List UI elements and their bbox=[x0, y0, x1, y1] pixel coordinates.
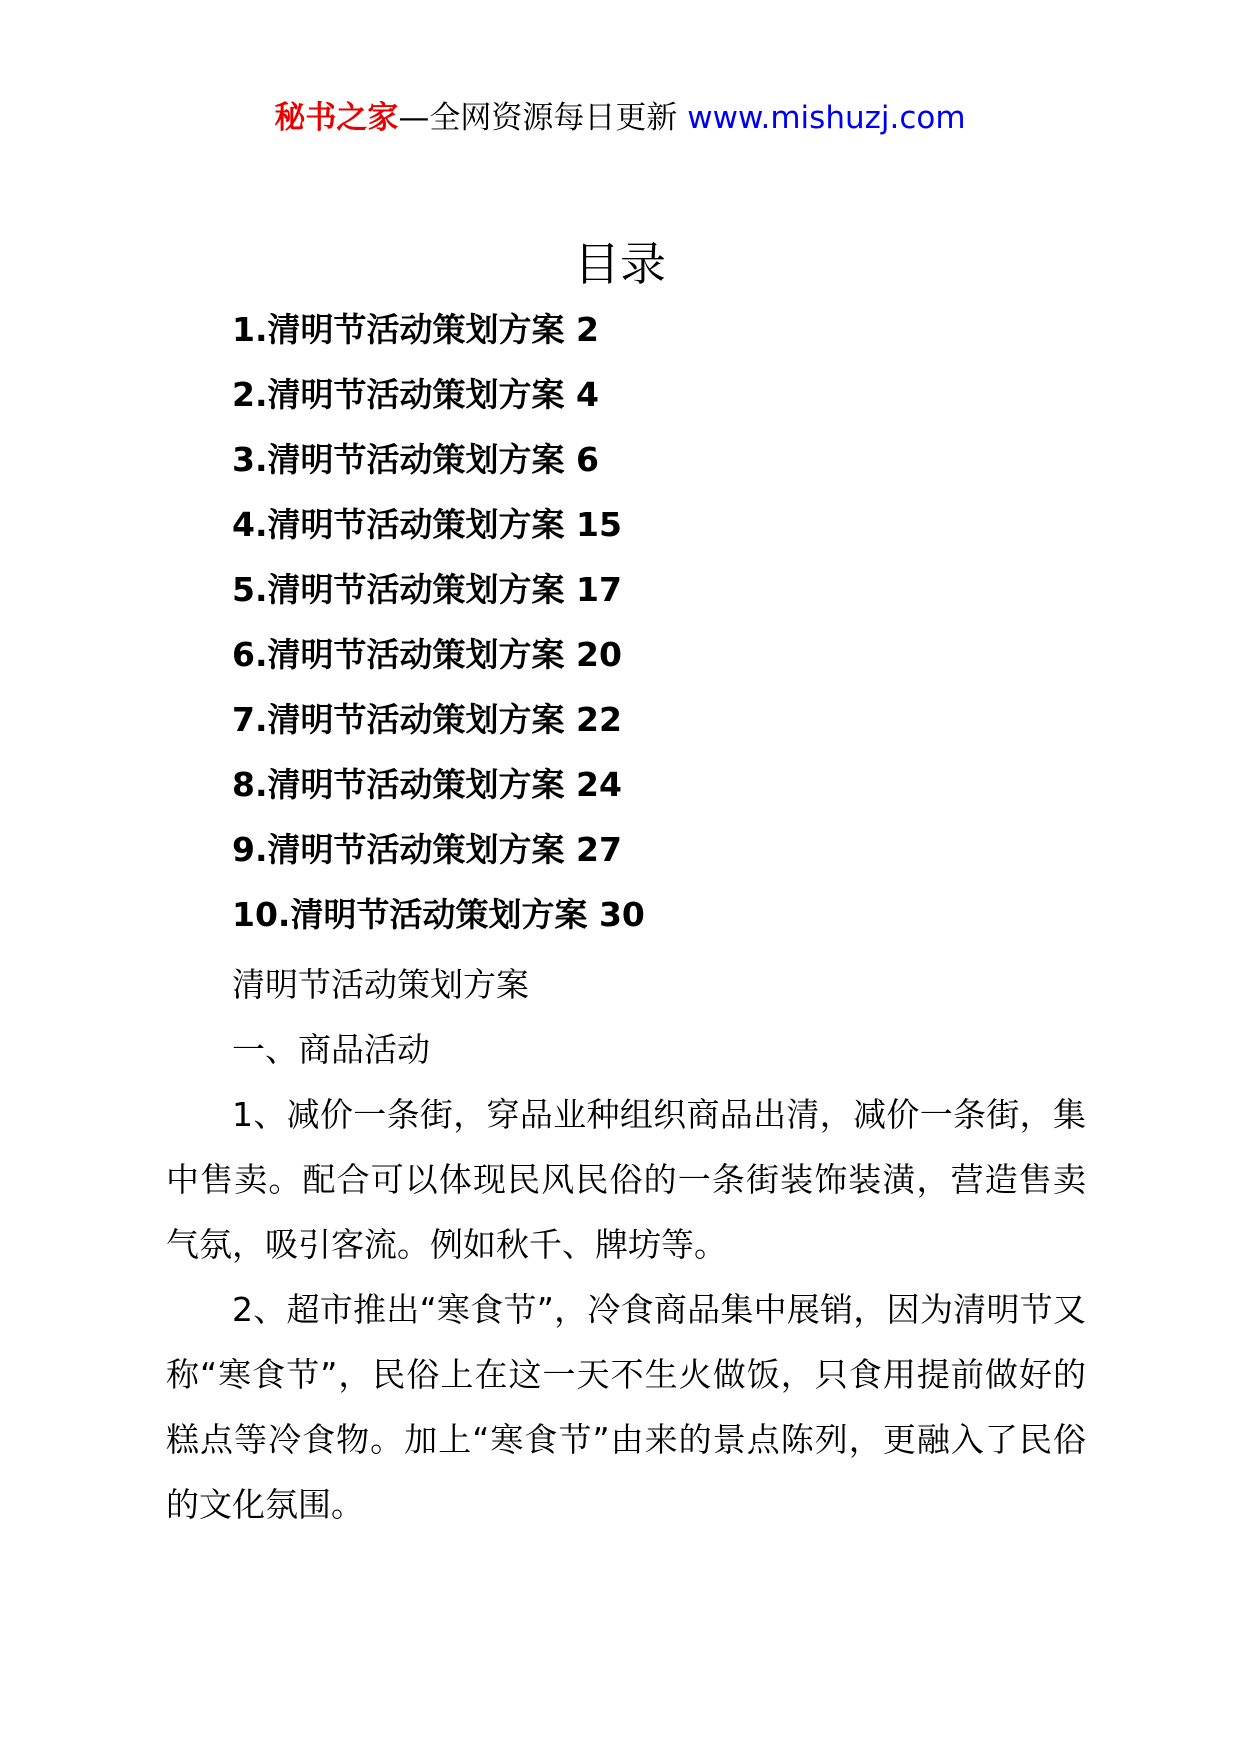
brand-name: 秘书之家 bbox=[274, 100, 399, 136]
section-heading: 一、商品活动 bbox=[232, 1030, 430, 1069]
toc-item[interactable]: 9.清明节活动策划方案 27 bbox=[232, 830, 622, 869]
toc-item[interactable]: 5.清明节活动策划方案 17 bbox=[232, 570, 622, 609]
table-of-contents bbox=[232, 305, 645, 955]
paragraph: 2、超市推出“寒食节”，冷食商品集中展销，因为清明节又称“寒食节”，民俗上在这一天不生火做饭，只食用提前做好的糕点等冷食物。加上“寒食节”由来的景点陈列，更融入了民俗的文化氛围。 bbox=[166, 1290, 1086, 1524]
toc-item[interactable]: 6.清明节活动策划方案 20 bbox=[232, 635, 622, 674]
header-tagline: —全网资源每日更新 bbox=[398, 100, 678, 136]
site-header bbox=[0, 98, 1240, 138]
toc-item[interactable]: 3.清明节活动策划方案 6 bbox=[232, 440, 599, 479]
toc-item[interactable]: 8.清明节活动策划方案 24 bbox=[232, 765, 622, 804]
document-title: 清明节活动策划方案 bbox=[232, 965, 529, 1004]
document-body bbox=[166, 952, 1086, 1537]
paragraph: 1、减价一条街，穿品业种组织商品出清，减价一条街，集中售卖。配合可以体现民风民俗的一条街装饰装潢，营造售卖气氛，吸引客流。例如秋千、牌坊等。 bbox=[166, 1095, 1086, 1264]
toc-item[interactable]: 1.清明节活动策划方案 2 bbox=[232, 310, 599, 349]
toc-item[interactable]: 2.清明节活动策划方案 4 bbox=[232, 375, 599, 414]
toc-title: 目录 bbox=[574, 237, 666, 291]
toc-item[interactable]: 7.清明节活动策划方案 22 bbox=[232, 700, 622, 739]
site-url-link[interactable]: www.mishuzj.com bbox=[687, 100, 966, 136]
toc-item[interactable]: 10.清明节活动策划方案 30 bbox=[232, 895, 645, 934]
toc-item[interactable]: 4.清明节活动策划方案 15 bbox=[232, 505, 622, 544]
